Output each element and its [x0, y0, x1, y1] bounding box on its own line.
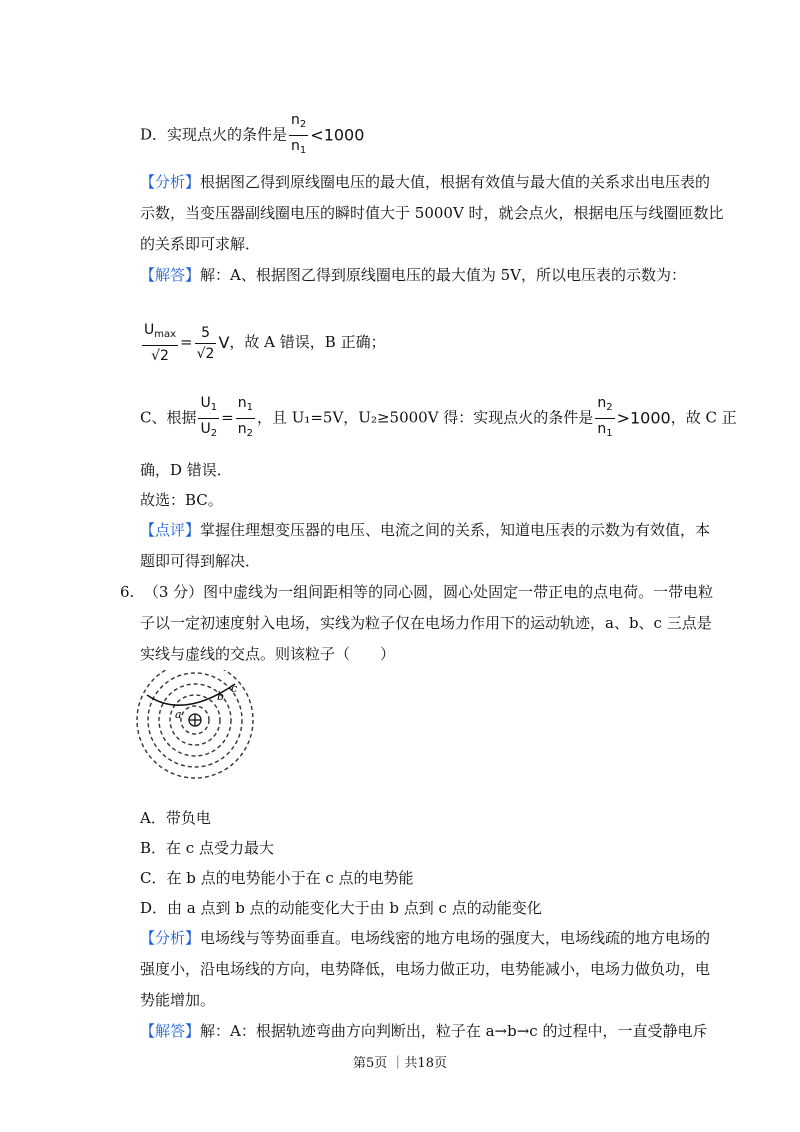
solution-1-c-line: C、根据 $\frac{U_1}{U_2}$ = $\frac{n_1}{n_2}$ ，且 U₁=5V，U₂≥5000V 得：实现点火的条件是 $\frac{n_2}{n_1}$ >1000，故 C 正	[140, 393, 737, 444]
solution-1-line-1: 【解答】解：A、根据图乙得到原线圈电压的最大值为 5V，所以电压表的示数为：	[140, 266, 686, 284]
page-footer: 第5页 ｜共18页	[353, 1056, 447, 1071]
point-c-label: c	[231, 682, 238, 695]
option-d-prev-label: D．实现点火的条件是	[140, 125, 288, 144]
ratio-fraction: $\frac{n_2}{n_1}$	[289, 110, 308, 161]
comment-tag: 【点评】	[140, 521, 201, 539]
analysis-1-line-3: 的关系即可求解．	[140, 235, 261, 253]
solution-1-line-3: 确，D 错误．	[140, 461, 232, 479]
comment-1-line-1: 【点评】掌握住理想变压器的电压、电流之间的关系，知道电压表的示数为有效值，本	[140, 521, 711, 539]
comment-1-line-2: 题即可得到解决．	[140, 552, 261, 570]
option-c: C．在 b 点的电势能小于在 c 点的电势能	[140, 869, 414, 887]
option-a: A．带负电	[140, 809, 211, 827]
analysis-1-line-2: 示数，当变压器副线圈电压的瞬时值大于 5000V 时，就会点火，根据电压与线圈匝数比	[140, 204, 724, 222]
question-6-line-2: 子以一定初速度射入电场，实线为粒子仅在电场力作用下的运动轨迹，a、b、c 三点是	[140, 614, 712, 632]
option-d: D．由 a 点到 b 点的动能变化大于由 b 点到 c 点的动能变化	[140, 899, 542, 917]
n-ratio-fraction: $\frac{n_1}{n_2}$	[236, 393, 255, 444]
solution-2-line-1: 【解答】解：A：根据轨迹弯曲方向判断出，粒子在 a→b→c 的过程中，一直受静电斥	[140, 1022, 708, 1040]
point-a-label: a	[175, 708, 182, 721]
option-d-prev	[140, 110, 364, 161]
question-6-line-1: 6. （3 分）图中虚线为一组间距相等的同心圆，圆心处固定一带正电的点电荷。一带电粒	[120, 583, 714, 601]
analysis-tag: 【分析】	[140, 173, 201, 191]
solution-tag: 【解答】	[140, 1022, 201, 1040]
option-b: B．在 c 点受力最大	[140, 839, 274, 857]
solution-1-line-4: 故选：BC。	[140, 491, 223, 509]
analysis-2-line-2: 强度小，沿电场线的方向，电势降低，电场力做正功，电势能减小，电场力做负功，电	[140, 960, 711, 978]
analysis-2-line-1: 【分析】电场线与等势面垂直。电场线密的地方电场的强度大，电场线疏的地方电场的	[140, 929, 711, 947]
five-fraction: $\frac{5}{√2}$	[196, 324, 215, 362]
field-figure	[135, 670, 285, 780]
analysis-tag: 【分析】	[140, 929, 201, 947]
analysis-2-line-3: 势能增加。	[140, 991, 216, 1009]
analysis-1-line-1: 【分析】根据图乙得到原线圈电压的最大值，根据有效值与最大值的关系求出电压表的	[140, 173, 711, 191]
positive-charge-icon	[189, 714, 201, 726]
n2-n1-fraction: $\frac{n_2}{n_1}$	[595, 393, 614, 444]
point-b-label: b	[217, 690, 225, 703]
u-ratio-fraction: $\frac{U_1}{U_2}$	[198, 393, 219, 444]
question-number: 6.	[120, 583, 135, 601]
solution-tag: 【解答】	[140, 266, 201, 284]
question-6-line-3: 实线与虚线的交点。则该粒子（ ）	[140, 645, 396, 663]
ratio-relation: <1000	[310, 125, 365, 145]
umax-fraction: $\frac{U_{max}}{√2}$	[144, 322, 177, 364]
solution-1-formula: $\frac{U_{max}}{√2}$ = $\frac{5}{√2}$ V，故 A 错误，B 正确；	[144, 322, 386, 364]
